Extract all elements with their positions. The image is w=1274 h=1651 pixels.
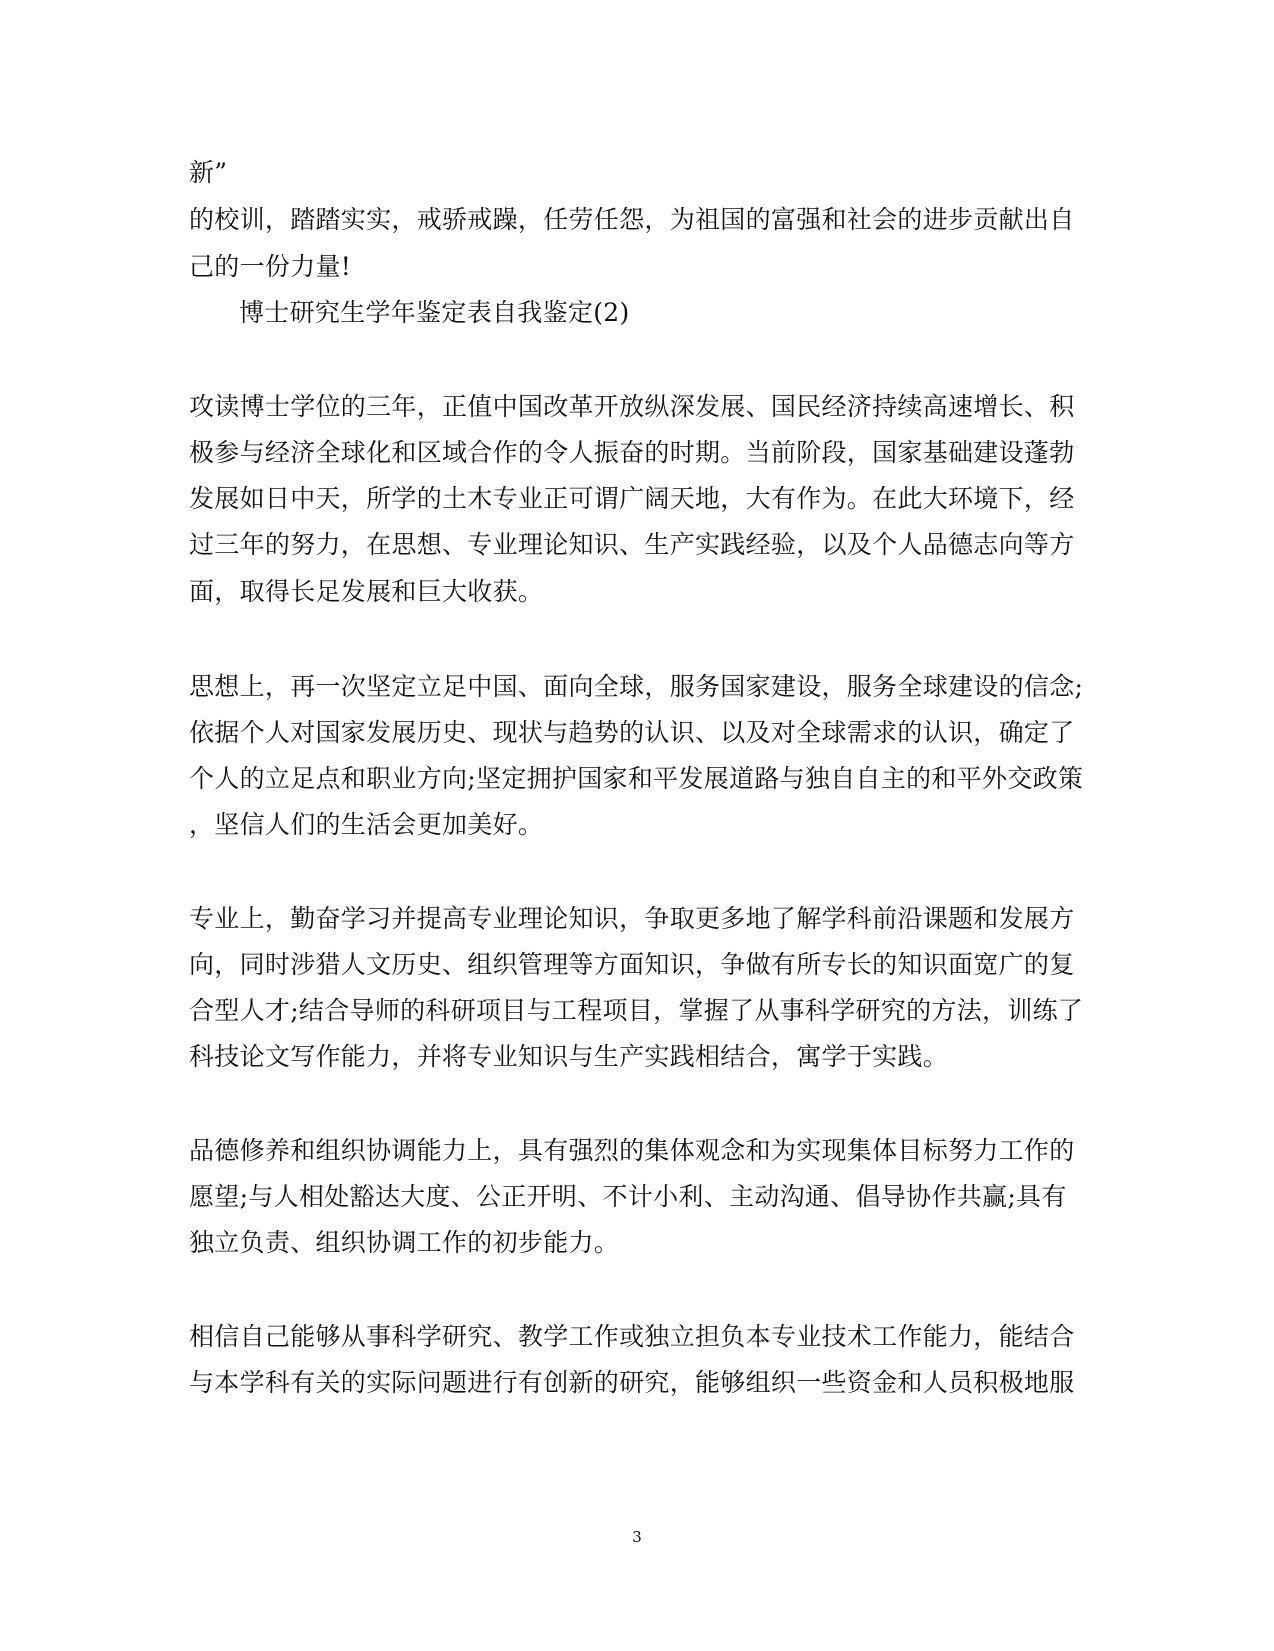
text-line: 向，同时涉猎人文历史、组织管理等方面知识，争做有所专长的知识面宽广的复 — [189, 950, 1075, 979]
text-line: 相信自己能够从事科学研究、教学工作或独立担负本专业技术工作能力，能结合 — [189, 1322, 1075, 1351]
text-line: 品德修养和组织协调能力上，具有强烈的集体观念和为实现集体目标努力工作的 — [189, 1136, 1075, 1165]
text-line: 思想上，再一次坚定立足中国、面向全球，服务国家建设，服务全球建设的信念; — [189, 672, 1084, 701]
text-line: 过三年的努力，在思想、专业理论知识、生产实践经验，以及个人品德志向等方 — [189, 530, 1075, 559]
text-line: 发展如日中天，所学的土木专业正可谓广阔天地，大有作为。在此大环境下，经 — [189, 484, 1075, 513]
text-line: 攻读博士学位的三年，正值中国改革开放纵深发展、国民经济持续高速增长、积 — [189, 392, 1075, 421]
page-number: 3 — [632, 1528, 642, 1546]
text-line: 合型人才;结合导师的科研项目与工程项目，掌握了从事科学研究的方法，训练了 — [189, 996, 1084, 1025]
text-line: 新” — [189, 158, 228, 187]
text-line: 面，取得长足发展和巨大收获。 — [189, 577, 544, 606]
text-line: 科技论文写作能力，并将专业知识与生产实践相结合，寓学于实践。 — [189, 1042, 949, 1071]
text-line: 专业上，勤奋学习并提高专业理论知识，争取更多地了解学科前沿课题和发展方 — [189, 904, 1075, 933]
text-line: 个人的立足点和职业方向;坚定拥护国家和平发展道路与独自自主的和平外交政策 — [189, 764, 1084, 793]
text-line: 极参与经济全球化和区域合作的令人振奋的时期。当前阶段，国家基础建设蓬勃 — [189, 438, 1075, 467]
text-line: 依据个人对国家发展历史、现状与趋势的认识、以及对全球需求的认识，确定了 — [189, 718, 1075, 747]
text-line: 己的一份力量! — [189, 252, 352, 281]
text-line: 独立负责、组织协调工作的初步能力。 — [189, 1228, 620, 1257]
section-heading-text: 博士研究生学年鉴定表自我鉴定(2) — [239, 298, 630, 327]
text-line: 愿望;与人相处豁达大度、公正开明、不计小利、主动沟通、倡导协作共赢;具有 — [189, 1182, 1067, 1211]
text-line: 的校训，踏踏实实，戒骄戒躁，任劳任怨，为祖国的富强和社会的进步贡献出自 — [189, 205, 1075, 234]
text-line: 与本学科有关的实际问题进行有创新的研究，能够组织一些资金和人员积极地服 — [189, 1368, 1075, 1397]
text-line: ，坚信人们的生活会更加美好。 — [189, 810, 544, 839]
